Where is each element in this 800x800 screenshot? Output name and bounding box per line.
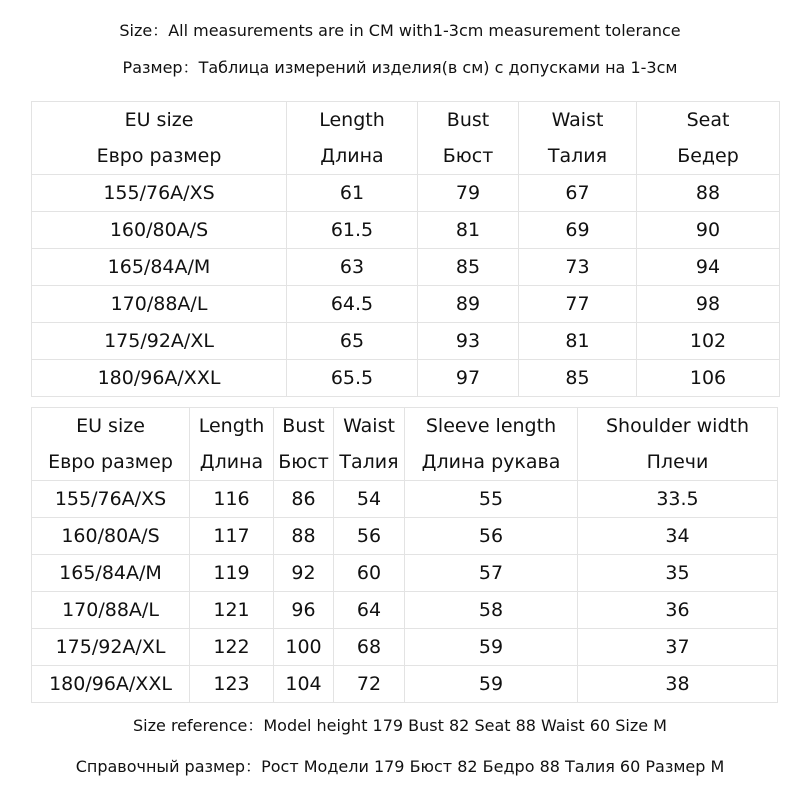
- table2-header-cell: Талия: [334, 444, 405, 481]
- table-cell: 61: [287, 175, 418, 212]
- size-table-2: [31, 407, 778, 703]
- table-cell: 69: [519, 212, 637, 249]
- table-row: [32, 555, 778, 592]
- table-cell: 65: [287, 323, 418, 360]
- table-cell: 155/76A/XS: [32, 481, 190, 518]
- table-cell: 72: [334, 666, 405, 703]
- table-cell: 90: [637, 212, 780, 249]
- table-row: [32, 666, 778, 703]
- table2-header-cell: Евро размер: [32, 444, 190, 481]
- table-cell: 37: [578, 629, 778, 666]
- table1-header-cell: Waist: [519, 102, 637, 138]
- table-cell: 59: [405, 629, 578, 666]
- table1-header-cell: Длина: [287, 138, 418, 175]
- table-cell: 122: [190, 629, 274, 666]
- table-cell: 55: [405, 481, 578, 518]
- size-note-ru: Размер：Таблица измерений изделия(в см) с допусками на 1-3см: [122, 58, 678, 77]
- table-row: [32, 212, 780, 249]
- table-cell: 89: [418, 286, 519, 323]
- table-cell: 100: [274, 629, 334, 666]
- table-cell: 123: [190, 666, 274, 703]
- table-cell: 88: [274, 518, 334, 555]
- table-cell: 121: [190, 592, 274, 629]
- table-cell: 93: [418, 323, 519, 360]
- table-cell: 36: [578, 592, 778, 629]
- table1-header-cell: Евро размер: [32, 138, 287, 175]
- table-cell: 97: [418, 360, 519, 397]
- table-cell: 88: [637, 175, 780, 212]
- table-row: [32, 323, 780, 360]
- table-cell: 106: [637, 360, 780, 397]
- table-cell: 180/96A/XXL: [32, 360, 287, 397]
- table-cell: 73: [519, 249, 637, 286]
- table-cell: 81: [519, 323, 637, 360]
- table-cell: 77: [519, 286, 637, 323]
- table-cell: 85: [418, 249, 519, 286]
- table-cell: 119: [190, 555, 274, 592]
- table1-header-cell: Bust: [418, 102, 519, 138]
- table1-header-cell: Length: [287, 102, 418, 138]
- table-cell: 56: [334, 518, 405, 555]
- table-cell: 160/80A/S: [32, 518, 190, 555]
- table1-header-cell: EU size: [32, 102, 287, 138]
- table-row: [32, 360, 780, 397]
- table-cell: 54: [334, 481, 405, 518]
- table-cell: 165/84A/M: [32, 249, 287, 286]
- table-cell: 96: [274, 592, 334, 629]
- table-row: [32, 518, 778, 555]
- table-cell: 160/80A/S: [32, 212, 287, 249]
- table-cell: 65.5: [287, 360, 418, 397]
- table2-header-ru-row: [32, 444, 778, 481]
- table2-header-cell: Waist: [334, 408, 405, 444]
- table1-header-ru-row: [32, 138, 780, 175]
- table2-header-cell: Bust: [274, 408, 334, 444]
- size-note-en: Size：All measurements are in CM with1-3cm measurement tolerance: [119, 21, 681, 40]
- table-cell: 33.5: [578, 481, 778, 518]
- size-table-1: [31, 101, 780, 397]
- table-cell: 175/92A/XL: [32, 629, 190, 666]
- table-cell: 175/92A/XL: [32, 323, 287, 360]
- table1-header-en-row: [32, 102, 780, 138]
- table2-header-cell: Бюст: [274, 444, 334, 481]
- table-cell: 170/88A/L: [32, 592, 190, 629]
- table2-header-cell: Длина рукава: [405, 444, 578, 481]
- table1-header-cell: Бюст: [418, 138, 519, 175]
- table-cell: 63: [287, 249, 418, 286]
- table2-header-cell: Length: [190, 408, 274, 444]
- table-cell: 56: [405, 518, 578, 555]
- table2-header-cell: Sleeve length: [405, 408, 578, 444]
- table1-header-cell: Бедер: [637, 138, 780, 175]
- table1-header-cell: Seat: [637, 102, 780, 138]
- table2-header-cell: Shoulder width: [578, 408, 778, 444]
- table2-header-cell: EU size: [32, 408, 190, 444]
- size-reference-en: Size reference：Model height 179 Bust 82 Seat 88 Waist 60 Size M: [133, 716, 667, 735]
- table-cell: 155/76A/XS: [32, 175, 287, 212]
- table-cell: 35: [578, 555, 778, 592]
- table-row: [32, 592, 778, 629]
- table-cell: 59: [405, 666, 578, 703]
- table2-header-cell: Плечи: [578, 444, 778, 481]
- table-row: [32, 249, 780, 286]
- table1-header-cell: Талия: [519, 138, 637, 175]
- table-cell: 94: [637, 249, 780, 286]
- table-cell: 64.5: [287, 286, 418, 323]
- table-cell: 34: [578, 518, 778, 555]
- table-row: [32, 286, 780, 323]
- table-cell: 180/96A/XXL: [32, 666, 190, 703]
- table-cell: 58: [405, 592, 578, 629]
- table-cell: 104: [274, 666, 334, 703]
- table-row: [32, 481, 778, 518]
- table-row: [32, 629, 778, 666]
- table2-header-cell: Длина: [190, 444, 274, 481]
- table-cell: 81: [418, 212, 519, 249]
- table-cell: 116: [190, 481, 274, 518]
- table-cell: 102: [637, 323, 780, 360]
- table-cell: 38: [578, 666, 778, 703]
- table2-header-en-row: [32, 408, 778, 444]
- table-cell: 79: [418, 175, 519, 212]
- table-cell: 57: [405, 555, 578, 592]
- table-cell: 64: [334, 592, 405, 629]
- size-reference-ru: Справочный размер：Рост Модели 179 Бюст 82 Бедро 88 Талия 60 Размер M: [75, 757, 725, 776]
- table-cell: 68: [334, 629, 405, 666]
- table-cell: 60: [334, 555, 405, 592]
- table-cell: 165/84A/M: [32, 555, 190, 592]
- table-cell: 85: [519, 360, 637, 397]
- table-cell: 67: [519, 175, 637, 212]
- table-cell: 170/88A/L: [32, 286, 287, 323]
- table-cell: 86: [274, 481, 334, 518]
- table-row: [32, 175, 780, 212]
- table-cell: 61.5: [287, 212, 418, 249]
- table-cell: 98: [637, 286, 780, 323]
- table-cell: 92: [274, 555, 334, 592]
- table-cell: 117: [190, 518, 274, 555]
